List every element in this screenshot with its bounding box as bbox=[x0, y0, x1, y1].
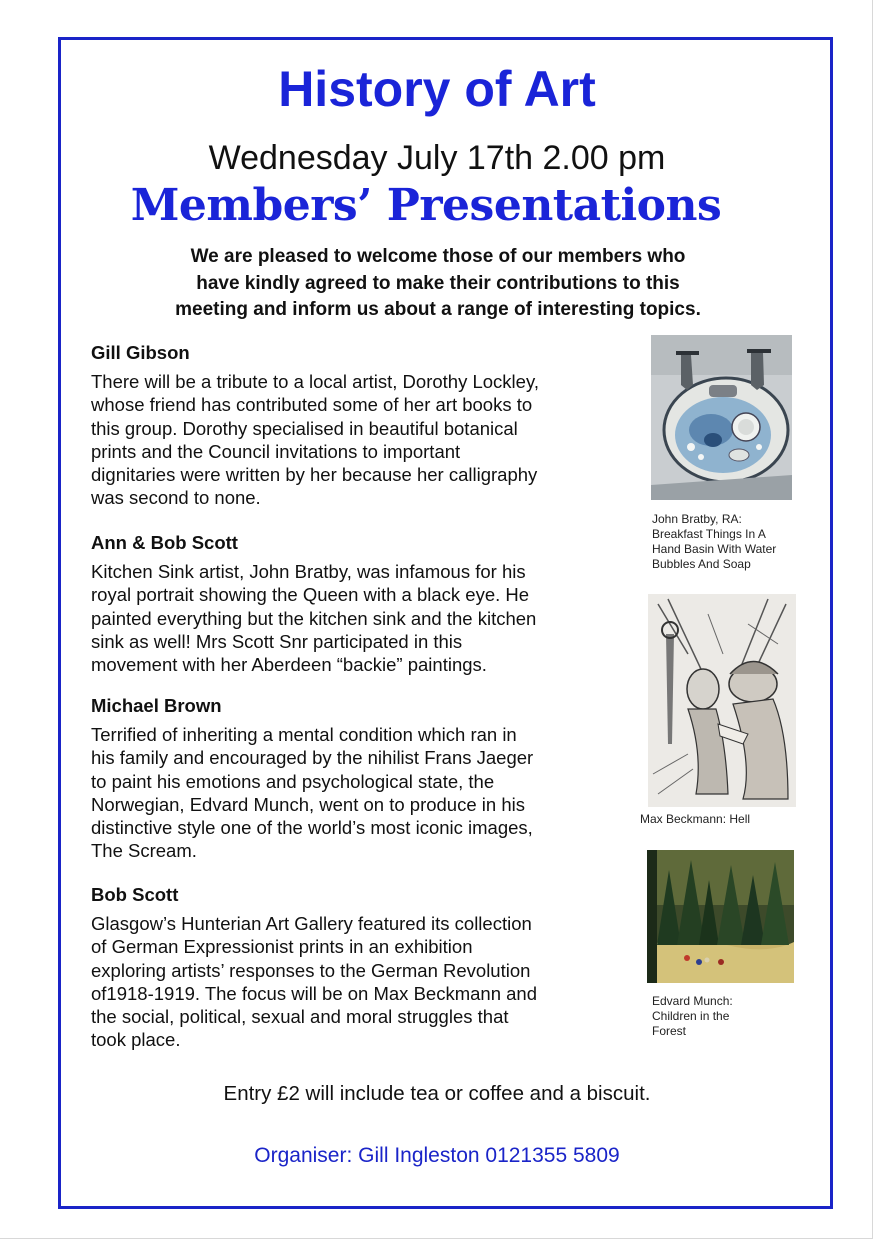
text-line: his family and encouraged by the nihilist Frans Jaeger bbox=[91, 747, 534, 769]
munch-forest-painting bbox=[647, 850, 794, 983]
text-line: took place. bbox=[91, 1029, 181, 1051]
text-line: sink as well! Mrs Scott Snr participated in this bbox=[91, 630, 463, 652]
basin-artwork bbox=[651, 335, 792, 500]
caption-line: John Bratby, RA: bbox=[652, 512, 742, 526]
caption-line: Hand Basin With Water bbox=[652, 542, 777, 556]
intro-line: We are pleased to welcome those of our members who bbox=[190, 246, 686, 267]
text-line: whose friend has contributed some of her art books to bbox=[91, 394, 533, 416]
beckmann-hell-print bbox=[648, 594, 796, 807]
munch-caption bbox=[652, 994, 792, 1039]
intro-line: meeting and inform us about a range of interesting topics. bbox=[175, 299, 701, 320]
text-line: The Scream. bbox=[91, 840, 197, 862]
caption-line: Forest bbox=[652, 1024, 687, 1038]
section-bob-scott bbox=[91, 883, 636, 1051]
intro-line: have kindly agreed to make their contributions to this bbox=[196, 272, 680, 294]
caption-line: Max Beckmann: Hell bbox=[640, 812, 751, 826]
event-date: Wednesday July 17th 2.00 pm bbox=[208, 139, 666, 177]
section-michael-brown bbox=[91, 694, 636, 862]
bratby-caption bbox=[652, 512, 802, 572]
caption-line: Breakfast Things In A bbox=[652, 527, 766, 541]
text-line: the social, political, sexual and moral struggles that bbox=[91, 1006, 509, 1028]
text-line: prints and the Council invitations to important bbox=[91, 440, 461, 462]
caption-line: Children in the bbox=[652, 1009, 730, 1023]
text-line: was second to none. bbox=[91, 487, 261, 509]
organiser-contact: Organiser: Gill Ingleston 0121355 5809 bbox=[254, 1144, 620, 1167]
section-ann-bob-scott bbox=[91, 531, 636, 676]
text-line: of German Expressionist prints in an exhibition bbox=[91, 936, 473, 958]
forest-artwork bbox=[647, 850, 794, 983]
intro-paragraph bbox=[100, 244, 776, 324]
text-line: movement with her Aberdeen “backie” paintings. bbox=[91, 654, 487, 676]
text-line: this group. Dorothy specialised in beautiful botanical bbox=[91, 417, 518, 439]
section-text bbox=[91, 723, 636, 862]
poster-title: History of Art bbox=[278, 61, 596, 117]
beckmann-caption bbox=[640, 812, 800, 827]
text-line: dignitaries were written by her because her calligraphy bbox=[91, 464, 538, 486]
text-line: Glasgow’s Hunterian Art Gallery featured its collection bbox=[91, 913, 532, 935]
bratby-basin-painting bbox=[651, 335, 792, 500]
presenter-name: Ann & Bob Scott bbox=[91, 532, 238, 553]
text-line: Norwegian, Edvard Munch, went on to produce in his bbox=[91, 793, 525, 815]
text-line: Terrified of inheriting a mental condition which ran in bbox=[91, 724, 517, 746]
section-text bbox=[91, 912, 636, 1051]
text-line: Kitchen Sink artist, John Bratby, was infamous for his bbox=[91, 561, 526, 583]
presenter-name: Bob Scott bbox=[91, 884, 179, 905]
entry-fee-note: Entry £2 will include tea or coffee and a biscuit. bbox=[223, 1082, 651, 1105]
section-text bbox=[91, 370, 636, 509]
text-line: royal portrait showing the Queen with a black eye. He bbox=[91, 584, 530, 606]
text-line: to paint his emotions and psychological state, the bbox=[91, 770, 495, 792]
text-line: exploring artists’ responses to the German Revolution bbox=[91, 959, 531, 981]
presenter-name: Gill Gibson bbox=[91, 342, 190, 363]
text-line: distinctive style one of the world’s most iconic images, bbox=[91, 817, 533, 839]
section-text bbox=[91, 560, 636, 676]
text-line: There will be a tribute to a local artist, Dorothy Lockley, bbox=[91, 371, 539, 393]
caption-line: Bubbles And Soap bbox=[652, 557, 751, 571]
section-gill-gibson bbox=[91, 341, 636, 509]
text-line: painted everything but the kitchen sink and the kitchen bbox=[91, 607, 537, 629]
hell-artwork bbox=[648, 594, 796, 807]
caption-line: Edvard Munch: bbox=[652, 994, 733, 1008]
text-line: of1918-1919. The focus will be on Max Beckmann and bbox=[91, 982, 537, 1004]
poster-subtitle: Members’ Presentations bbox=[130, 180, 722, 231]
presenter-name: Michael Brown bbox=[91, 695, 222, 716]
